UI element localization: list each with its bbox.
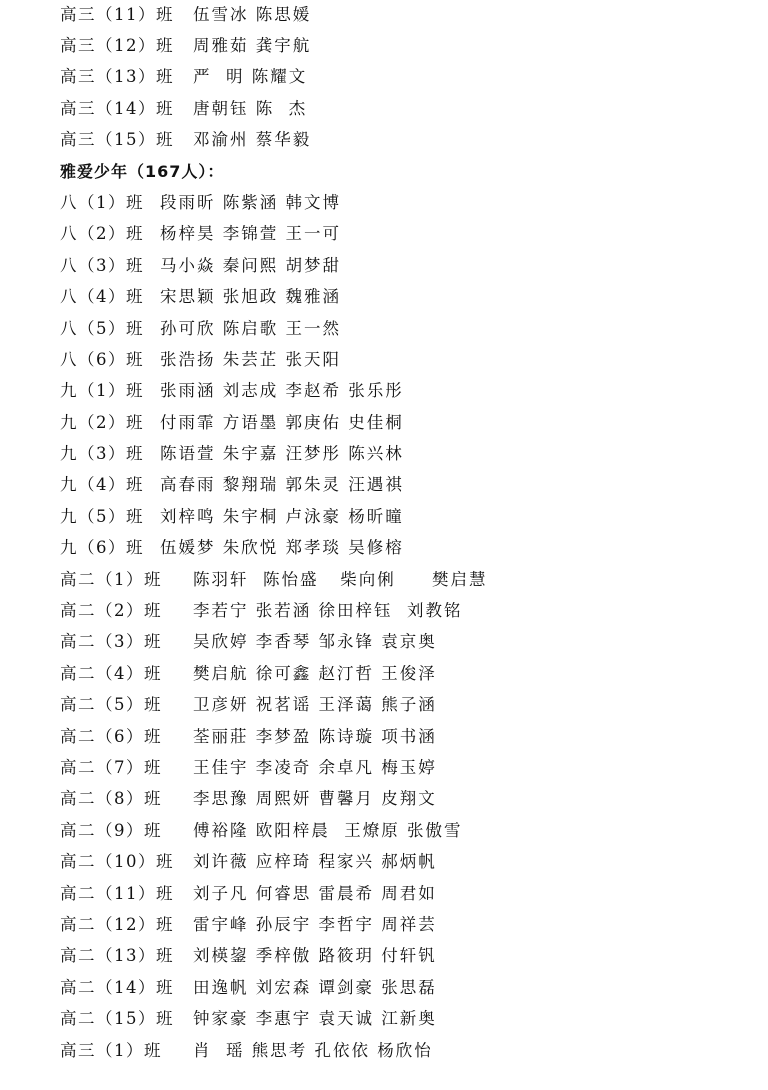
student-names: 马小焱 秦问熙 胡梦甜 xyxy=(160,255,341,275)
student-names: 邓渝州 蔡华毅 xyxy=(193,130,312,150)
student-names: 高春雨 黎翔瑞 郭朱灵 汪遇祺 xyxy=(160,475,404,495)
section-heading xyxy=(60,156,740,187)
student-names: 段雨昕 陈紫涵 韩文博 xyxy=(160,192,341,212)
student-names: 肖 瑶 熊思考 孔依依 杨欣怡 xyxy=(193,1040,433,1060)
class-label: 高三（11）班 xyxy=(60,5,174,24)
class-label: 九（5）班 xyxy=(60,506,144,526)
class-row xyxy=(60,626,740,657)
class-row xyxy=(60,752,740,783)
class-label: 高二（15）班 xyxy=(60,1009,174,1029)
class-row xyxy=(60,407,740,438)
class-row xyxy=(60,187,740,218)
student-names: 严 明 陈耀文 xyxy=(193,67,308,87)
class-label: 高二（5）班 xyxy=(60,695,162,715)
class-label: 高二（7）班 xyxy=(60,757,162,777)
class-label: 九（2）班 xyxy=(60,412,144,432)
student-names: 陈语萱 朱宇嘉 汪梦彤 陈兴林 xyxy=(160,444,404,464)
student-names: 李若宁 张若涵 徐田梓钰 刘教铭 xyxy=(193,601,463,621)
class-label: 高二（1）班 xyxy=(60,569,162,589)
class-label: 八（6）班 xyxy=(60,349,144,369)
student-names: 雷宇峰 孙辰宇 李哲宇 周祥芸 xyxy=(193,914,437,934)
class-row xyxy=(60,564,740,595)
class-label: 高二（8）班 xyxy=(60,789,162,809)
class-label: 高三（1）班 xyxy=(60,1040,162,1060)
section-heading-text: 雅爱少年（167人）： xyxy=(60,161,225,181)
class-label: 八（4）班 xyxy=(60,287,144,307)
class-label: 高二（9）班 xyxy=(60,820,162,840)
class-label: 高二（6）班 xyxy=(60,726,162,746)
class-label: 九（3）班 xyxy=(60,444,144,464)
class-label: 高二（4）班 xyxy=(60,663,162,683)
student-names: 刘梓鸣 朱宇桐 卢泳豪 杨昕曈 xyxy=(160,506,404,526)
class-row xyxy=(60,658,740,689)
student-names: 傅裕隆 欧阳梓晨 王燎原 张傲雪 xyxy=(193,820,463,840)
student-names: 刘楧鋆 季梓傲 路筱玥 付轩钒 xyxy=(193,946,437,966)
student-names: 王佳宇 李凌奇 余卓凡 梅玉婷 xyxy=(193,757,437,777)
student-names: 孙可欣 陈启歌 王一然 xyxy=(160,318,341,338)
class-label: 高二（13）班 xyxy=(60,946,174,966)
class-label: 高三（14）班 xyxy=(60,98,174,118)
student-names: 唐朝钰 陈 杰 xyxy=(193,98,308,118)
student-names: 陈羽轩 陈怡盛 柴向俐 樊启慧 xyxy=(193,569,488,589)
class-row xyxy=(60,438,740,469)
student-names: 樊启航 徐可鑫 赵汀哲 王俊泽 xyxy=(193,663,437,683)
class-row xyxy=(60,595,740,626)
class-label: 八（2）班 xyxy=(60,224,144,244)
student-names: 伍雪冰 陈思媛 xyxy=(193,5,312,24)
class-row xyxy=(60,0,740,30)
class-row xyxy=(60,93,740,124)
class-label: 高二（12）班 xyxy=(60,914,174,934)
class-row xyxy=(60,344,740,375)
class-label: 高二（11）班 xyxy=(60,883,174,903)
class-row xyxy=(60,909,740,940)
student-names: 杨梓昊 李锦萱 王一可 xyxy=(160,224,341,244)
student-names: 张浩扬 朱芸芷 张天阳 xyxy=(160,349,341,369)
class-label: 九（6）班 xyxy=(60,538,144,558)
class-row xyxy=(60,972,740,1003)
class-label: 九（4）班 xyxy=(60,475,144,495)
student-names: 付雨霏 方语墨 郭庚佑 史佳桐 xyxy=(160,412,404,432)
student-names: 张雨涵 刘志成 李赵希 张乐彤 xyxy=(160,381,404,401)
class-row xyxy=(60,469,740,500)
class-row xyxy=(60,721,740,752)
class-row xyxy=(60,313,740,344)
student-names: 刘子凡 何睿思 雷晨希 周君如 xyxy=(193,883,437,903)
class-row xyxy=(60,124,740,155)
award-list xyxy=(60,0,740,1066)
class-row xyxy=(60,689,740,720)
class-label: 高三（12）班 xyxy=(60,36,174,55)
student-names: 周雅茹 龚宇航 xyxy=(193,36,312,55)
class-row xyxy=(60,846,740,877)
student-names: 李思豫 周熙妍 曹馨月 皮翔文 xyxy=(193,789,437,809)
class-row xyxy=(60,61,740,92)
class-row xyxy=(60,1035,740,1066)
class-label: 八（3）班 xyxy=(60,255,144,275)
class-row xyxy=(60,30,740,61)
class-row xyxy=(60,815,740,846)
class-row xyxy=(60,783,740,814)
class-row xyxy=(60,1003,740,1034)
student-names: 卫彦妍 祝茗谣 王泽蔼 熊子涵 xyxy=(193,695,437,715)
class-label: 高二（3）班 xyxy=(60,632,162,652)
class-row xyxy=(60,250,740,281)
class-label: 高二（10）班 xyxy=(60,852,174,872)
class-row xyxy=(60,878,740,909)
student-names: 吴欣婷 李香琴 邹永锋 袁京奥 xyxy=(193,632,437,652)
class-label: 高二（2）班 xyxy=(60,601,162,621)
class-label: 九（1）班 xyxy=(60,381,144,401)
student-names: 刘许薇 应梓琦 程家兴 郝炳帆 xyxy=(193,852,437,872)
student-names: 荃丽莊 李梦盈 陈诗璇 项书涵 xyxy=(193,726,437,746)
class-label: 高三（15）班 xyxy=(60,130,174,150)
student-names: 伍媛梦 朱欣悦 郑孝琰 吴修榕 xyxy=(160,538,404,558)
class-row xyxy=(60,501,740,532)
class-label: 高三（13）班 xyxy=(60,67,174,87)
class-row xyxy=(60,281,740,312)
class-row xyxy=(60,940,740,971)
student-names: 宋思颖 张旭政 魏雅涵 xyxy=(160,287,341,307)
class-label: 高二（14）班 xyxy=(60,977,174,997)
class-label: 八（5）班 xyxy=(60,318,144,338)
class-label: 八（1）班 xyxy=(60,192,144,212)
class-row xyxy=(60,532,740,563)
student-names: 钟家豪 李惠宇 袁天诚 江新奥 xyxy=(193,1009,437,1029)
class-row xyxy=(60,218,740,249)
class-row xyxy=(60,375,740,406)
student-names: 田逸帆 刘宏森 谭剑豪 张思磊 xyxy=(193,977,437,997)
